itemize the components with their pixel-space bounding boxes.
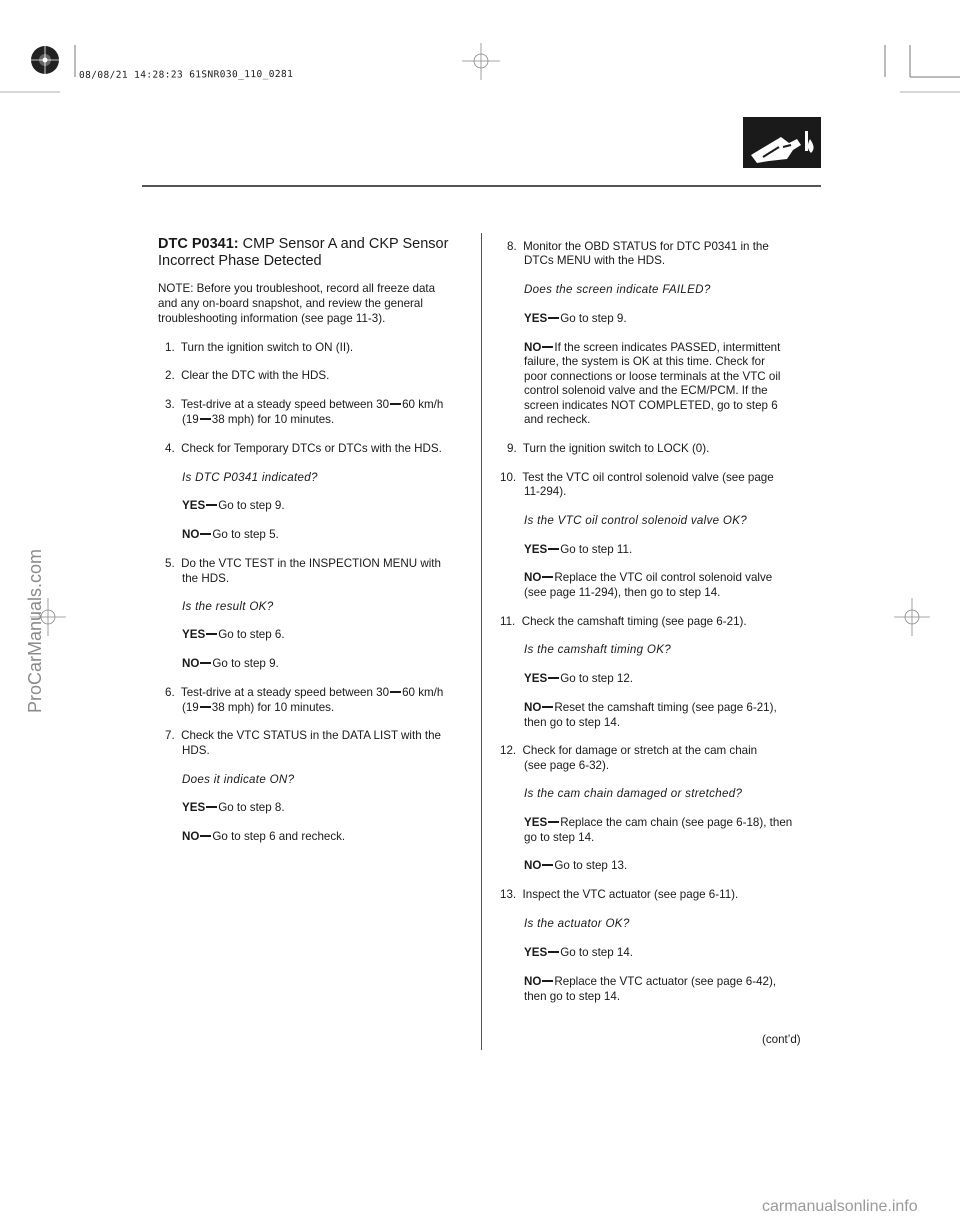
step-3-mph-start: (19 (182, 413, 199, 426)
answer-10-no-line-2: (see page 11-294), then go to step 14. (524, 586, 721, 599)
step-6-mph-end: 38 mph) for 10 minutes. (211, 701, 335, 714)
step-3-speed: 60 km/h (402, 398, 444, 411)
step-6-text: 6. Test-drive at a steady speed between 30 (165, 686, 390, 699)
step-3-cont (182, 413, 334, 428)
answer-11-no (524, 701, 777, 716)
answer-5-yes (182, 628, 285, 643)
step-6-speed: 60 km/h (402, 686, 444, 699)
question-5: Is the result OK? (182, 600, 274, 613)
answer-8-yes (524, 312, 627, 327)
yes-label: YES (182, 801, 206, 814)
yes-label: YES (182, 628, 206, 641)
answer-text: Go to step 6. (218, 628, 285, 641)
question-8: Does the screen indicate FAILED? (524, 283, 711, 296)
answer-dash (542, 980, 553, 981)
step-13: 13. Inspect the VTC actuator (see page 6-11). (500, 888, 739, 901)
question-13: Is the actuator OK? (524, 917, 630, 930)
answer-text: Go to step 14. (560, 946, 634, 959)
answer-text: Go to step 9. (560, 312, 627, 325)
answer-dash (542, 576, 553, 577)
answer-13-no (524, 975, 776, 990)
step-9: 9. Turn the ignition switch to LOCK (0). (507, 442, 710, 455)
answer-dash (548, 677, 559, 678)
no-label: NO (182, 830, 200, 843)
question-12: Is the cam chain damaged or stretched? (524, 787, 743, 800)
no-label: NO (524, 859, 542, 872)
step-3-mph-end: 38 mph) for 10 minutes. (211, 413, 335, 426)
answer-8-no-line-6: and recheck. (524, 413, 591, 426)
answer-dash (200, 533, 211, 534)
answer-dash (542, 346, 553, 347)
note-line-3: troubleshooting information (see page 11-3). (158, 312, 386, 325)
answer-text: Go to step 6 and recheck. (212, 830, 346, 843)
answer-8-no-line-5: screen indicates NOT COMPLETED, go to step 6 (524, 399, 778, 412)
answer-dash (206, 806, 217, 807)
no-label: NO (524, 975, 542, 988)
answer-text: Reset the camshaft timing (see page 6-21), (554, 701, 777, 714)
question-11: Is the camshaft timing OK? (524, 643, 671, 656)
range-dash (390, 691, 401, 692)
note-line-2: and any on-board snapshot, and review the general (158, 297, 423, 310)
answer-13-no-line-2: then go to step 14. (524, 990, 621, 1003)
answer-text: Replace the VTC actuator (see page 6-42), (554, 975, 777, 988)
answer-4-yes (182, 499, 285, 514)
side-watermark: ProCarManuals.com (25, 548, 45, 713)
column-divider (481, 233, 482, 1050)
step-8-cont: DTCs MENU with the HDS. (524, 254, 666, 267)
range-dash (200, 418, 211, 419)
answer-12-yes-line-2: go to step 14. (524, 831, 595, 844)
answer-text: Go to step 8. (218, 801, 285, 814)
title-line-1: CMP Sensor A and CKP Sensor (238, 236, 449, 252)
answer-text: Go to step 9. (212, 657, 279, 670)
answer-dash (206, 504, 217, 505)
answer-dash (200, 835, 211, 836)
step-12-cont: (see page 6-32). (524, 759, 610, 772)
yes-label: YES (524, 312, 548, 325)
header-rule (142, 185, 821, 187)
answer-dash (548, 317, 559, 318)
answer-8-no-line-4: control solenoid valve and the ECM/PCM. If the (524, 384, 768, 397)
step-10-cont: 11-294). (524, 485, 567, 498)
step-3-text: 3. Test-drive at a steady speed between 30 (165, 398, 390, 411)
step-8: 8. Monitor the OBD STATUS for DTC P0341 in the (507, 240, 769, 253)
step-6-cont (182, 701, 334, 716)
answer-10-yes (524, 543, 632, 558)
answer-dash (548, 821, 559, 822)
yes-label: YES (524, 946, 548, 959)
no-label: NO (524, 571, 542, 584)
answer-11-yes (524, 672, 633, 687)
answer-text: Go to step 9. (218, 499, 285, 512)
yes-label: YES (182, 499, 206, 512)
no-label: NO (524, 701, 542, 714)
answer-dash (542, 864, 553, 865)
answer-4-no (182, 528, 279, 543)
continued-label: (cont’d) (762, 1033, 801, 1046)
yes-label: YES (524, 816, 548, 829)
step-11: 11. Check the camshaft timing (see page 6-21). (500, 615, 747, 628)
answer-text: Go to step 5. (212, 528, 279, 541)
step-6 (165, 686, 443, 701)
step-12: 12. Check for damage or stretch at the cam chain (500, 744, 758, 757)
answer-5-no (182, 657, 279, 672)
answer-13-yes (524, 946, 633, 961)
step-5-cont: the HDS. (182, 572, 230, 585)
fuel-nozzle-icon (743, 117, 821, 168)
dtc-code: DTC P0341: (158, 236, 239, 252)
answer-dash (200, 662, 211, 663)
answer-text: Replace the cam chain (see page 6-18), then (560, 816, 793, 829)
yes-label: YES (524, 543, 548, 556)
answer-text: Go to step 11. (560, 543, 633, 556)
fuel-emissions-section-icon (743, 117, 821, 168)
step-1: 1. Turn the ignition switch to ON (II). (165, 341, 354, 354)
answer-dash (548, 951, 559, 952)
answer-text: If the screen indicates PASSED, intermittent (554, 341, 781, 354)
answer-dash (206, 633, 217, 634)
range-dash (390, 403, 401, 404)
answer-text: Replace the VTC oil control solenoid valve (554, 571, 773, 584)
step-3 (165, 398, 443, 413)
step-10: 10. Test the VTC oil control solenoid valve (see page (500, 471, 774, 484)
range-dash (200, 706, 211, 707)
no-label: NO (182, 657, 200, 670)
answer-10-no (524, 571, 772, 586)
step-7: 7. Check the VTC STATUS in the DATA LIST with the (165, 729, 441, 742)
title-line-2: Incorrect Phase Detected (158, 253, 322, 269)
no-label: NO (182, 528, 200, 541)
question-4: Is DTC P0341 indicated? (182, 471, 318, 484)
answer-12-no (524, 859, 627, 874)
step-4: 4. Check for Temporary DTCs or DTCs with the HDS. (165, 442, 442, 455)
answer-8-no (524, 341, 780, 356)
answer-text: Go to step 12. (560, 672, 634, 685)
question-7: Does it indicate ON? (182, 773, 295, 786)
answer-7-no (182, 830, 345, 845)
answer-11-no-line-2: then go to step 14. (524, 716, 621, 729)
page-title (158, 236, 448, 253)
answer-7-yes (182, 801, 285, 816)
step-2: 2. Clear the DTC with the HDS. (165, 369, 330, 382)
step-5: 5. Do the VTC TEST in the INSPECTION MENU with (165, 557, 441, 570)
answer-8-no-line-3: poor connections or loose terminals at the VTC oil (524, 370, 781, 383)
answer-8-no-line-2: failure, the system is OK at this time. Check for (524, 355, 765, 368)
yes-label: YES (524, 672, 548, 685)
answer-dash (542, 706, 553, 707)
bottom-watermark: carmanualsonline.info (762, 1198, 918, 1215)
step-6-mph-start: (19 (182, 701, 199, 714)
no-label: NO (524, 341, 542, 354)
step-7-cont: HDS. (182, 744, 210, 757)
answer-text: Go to step 13. (554, 859, 628, 872)
answer-dash (548, 548, 559, 549)
note-line-1: NOTE: Before you troubleshoot, record all freeze data (158, 282, 436, 295)
print-timestamp-stamp: 08/08/21 14:28:23 61SNR030_110_0281 (79, 68, 294, 81)
answer-12-yes (524, 816, 792, 831)
question-10: Is the VTC oil control solenoid valve OK? (524, 514, 748, 527)
